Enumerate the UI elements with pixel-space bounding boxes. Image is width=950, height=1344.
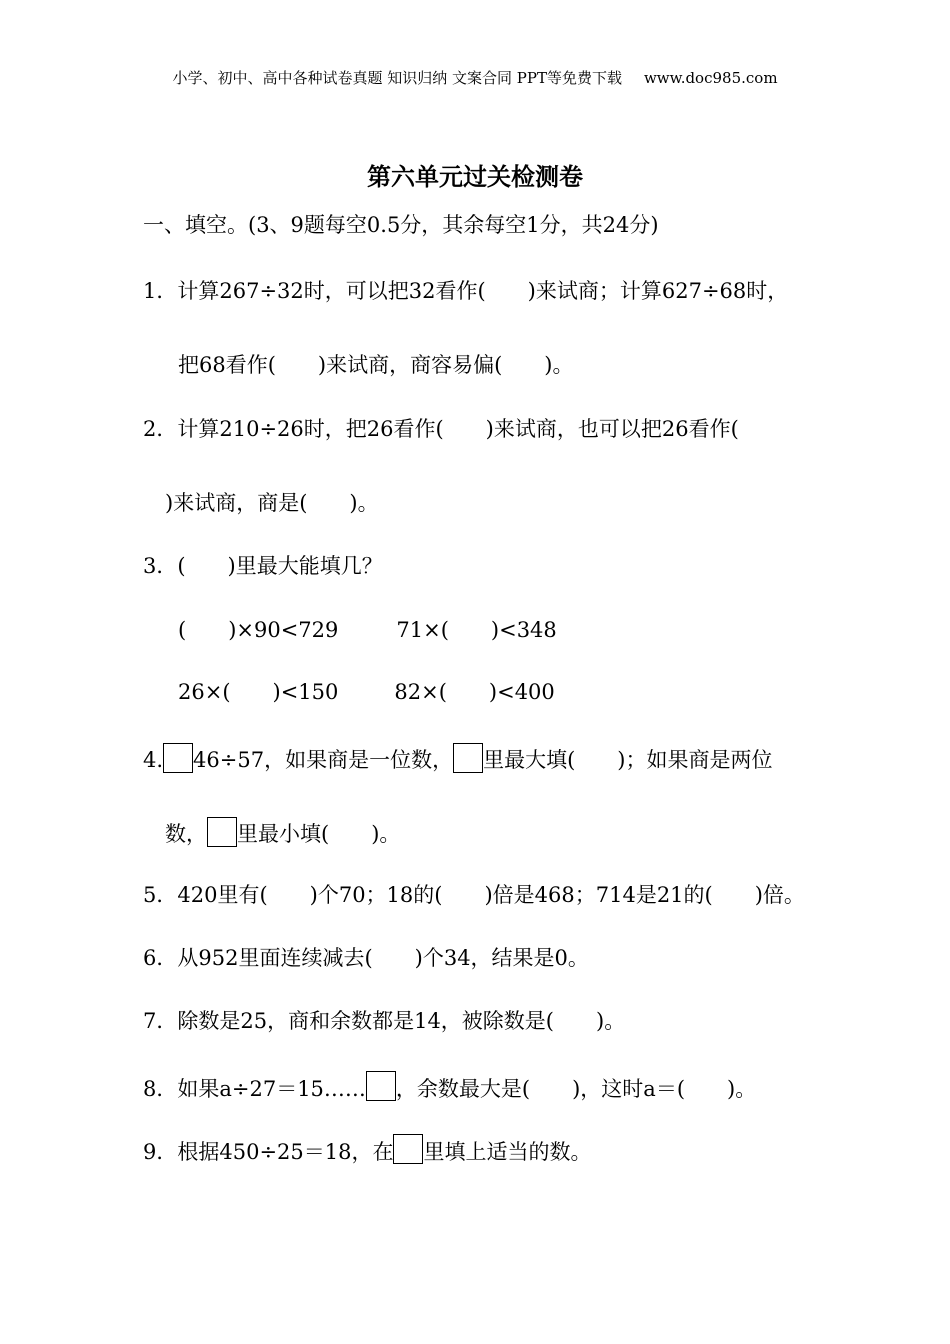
question-6-line-1: 6．从952里面连续减去( )个34，结果是0。 <box>143 946 589 970</box>
question-1-line-1: 1．计算267÷32时，可以把32看作( )来试商；计算627÷68时， <box>143 279 789 303</box>
answer-box[interactable] <box>366 1071 396 1101</box>
question-3-item-a: ( )×90<729 <box>178 618 339 642</box>
answer-box[interactable] <box>393 1134 423 1164</box>
page-header <box>0 68 950 88</box>
question-8-text-b: ，余数最大是( )，这时a＝( )。 <box>395 1077 757 1101</box>
question-4-text-a: 46÷57，如果商是一位数， <box>193 748 454 772</box>
question-4-line-2 <box>165 817 400 847</box>
question-7-line-1: 7．除数是25，商和余数都是14，被除数是( )。 <box>143 1009 626 1033</box>
question-9-line-1 <box>143 1134 591 1165</box>
question-3-item-c: 26×( )<150 <box>178 680 339 704</box>
question-3-item-b: 71×( )<348 <box>396 618 557 642</box>
page-title: 第六单元过关检测卷 <box>367 162 583 191</box>
question-4-text-b: 里最大填( )；如果商是两位 <box>483 748 773 772</box>
question-1-line-2: 把68看作( )来试商，商容易偏( )。 <box>178 353 574 377</box>
question-9-text-b: 里填上适当的数。 <box>423 1140 592 1164</box>
answer-box[interactable] <box>207 817 237 847</box>
question-9-text-a: 9．根据450÷25＝18，在 <box>143 1140 394 1164</box>
question-2-line-2: )来试商，商是( )。 <box>165 491 379 515</box>
section-1-heading: 一、填空。(3、9题每空0.5分，其余每空1分，共24分) <box>143 213 659 237</box>
question-5-line-1: 5．420里有( )个70；18的( )倍是468；714是21的( )倍。 <box>143 883 805 907</box>
question-3-line-1: 3．( )里最大能填几？ <box>143 554 383 578</box>
question-3-row-1 <box>178 617 557 643</box>
header-url: www.doc985.com <box>643 69 778 87</box>
question-4-line-1 <box>143 743 772 773</box>
question-4-number: 4. <box>143 748 164 772</box>
question-8-line-1 <box>143 1071 756 1102</box>
answer-box[interactable] <box>163 743 193 773</box>
question-8-text-a: 8．如果a÷27＝15…… <box>143 1077 366 1101</box>
question-4-text-d: 里最小填( )。 <box>237 822 401 846</box>
question-4-text-c: 数， <box>165 822 207 846</box>
answer-box[interactable] <box>453 743 483 773</box>
question-3-item-d: 82×( )<400 <box>394 680 555 704</box>
header-left-text: 小学、初中、高中各种试卷真题 知识归纳 文案合同 PPT等免费下载 <box>172 69 622 87</box>
question-2-line-1: 2．计算210÷26时，把26看作( )来试商，也可以把26看作( <box>143 417 739 441</box>
question-3-row-2 <box>178 679 555 705</box>
